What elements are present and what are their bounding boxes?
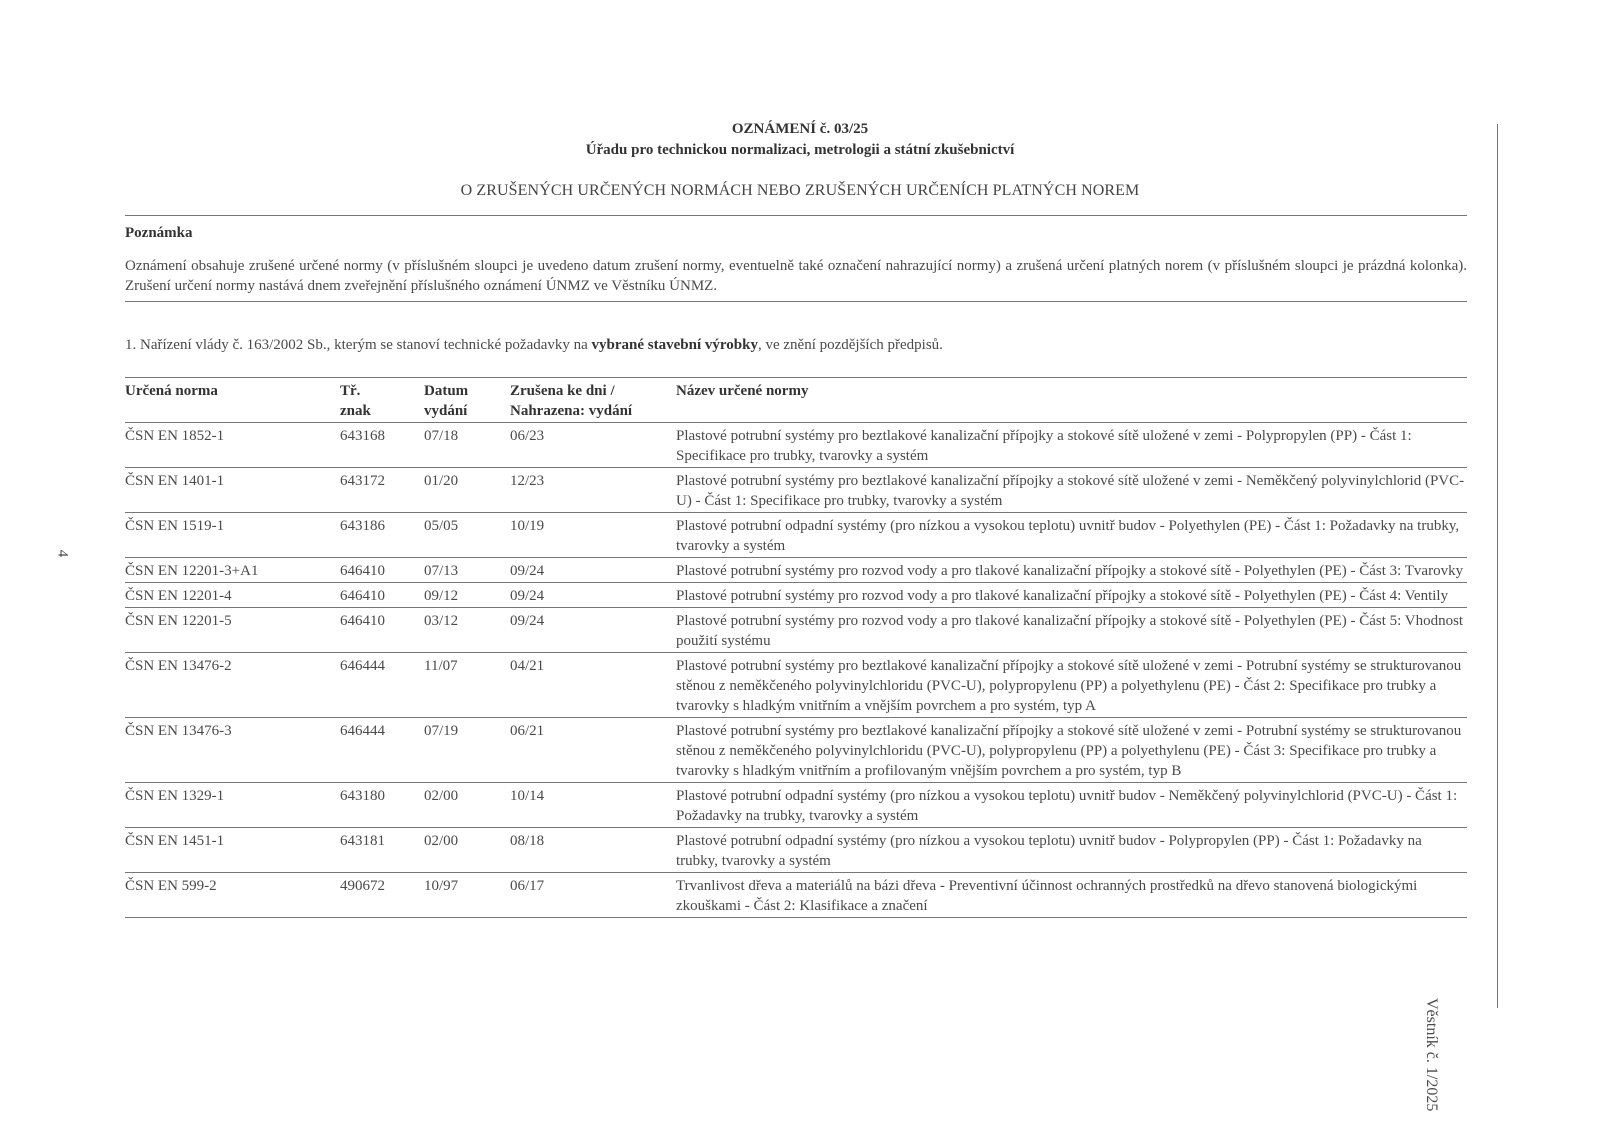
cell-nazev: Plastové potrubní systémy pro rozvod vody a pro tlakové kanalizační přípojky a stokové sítě - Polyethylen (PE) - Část 3: Tvarovky xyxy=(676,558,1467,583)
cell-norma: ČSN EN 13476-2 xyxy=(125,653,340,718)
cell-norma: ČSN EN 12201-3+A1 xyxy=(125,558,340,583)
table-row xyxy=(125,583,1467,608)
header-znak xyxy=(340,378,424,423)
notice-section-heading: O ZRUŠENÝCH URČENÝCH NORMÁCH NEBO ZRUŠENÝCH URČENÍCH PLATNÝCH NOREM xyxy=(460,182,1140,199)
header-nazev: Název určené normy xyxy=(676,378,1467,423)
cell-zrusena: 12/23 xyxy=(510,468,676,513)
cell-zrusena: 09/24 xyxy=(510,608,676,653)
cell-norma: ČSN EN 12201-4 xyxy=(125,583,340,608)
table-row xyxy=(125,558,1467,583)
cell-nazev: Plastové potrubní systémy pro rozvod vody a pro tlakové kanalizační přípojky a stokové sítě - Polyethylen (PE) - Část 5: Vhodnost použití systému xyxy=(676,608,1467,653)
cell-zrusena: 04/21 xyxy=(510,653,676,718)
cell-zrusena: 10/14 xyxy=(510,783,676,828)
journal-label: Věstník č. 1/2025 xyxy=(1423,998,1440,1112)
cell-nazev: Plastové potrubní systémy pro beztlakové kanalizační přípojky a stokové sítě uložené v zemi - Potrubní systémy se strukturovanou stěnou z neměkčeného polyvinylchloridu (PVC-U), polypropylenu (PP) a polyethylenu (PE) - Část 3: Specifikace pro trubky a tvarovky s hladkým vnitřním a profilovaným vnějším povrchem a pro systém, typ B xyxy=(676,718,1467,783)
header-znak-line2: znak xyxy=(340,403,371,419)
cell-znak: 646410 xyxy=(340,558,424,583)
cell-datum: 10/97 xyxy=(424,873,510,918)
header-norma: Určená norma xyxy=(125,378,340,423)
cell-norma: ČSN EN 1401-1 xyxy=(125,468,340,513)
cell-znak: 643181 xyxy=(340,828,424,873)
cell-zrusena: 10/19 xyxy=(510,513,676,558)
cell-norma: ČSN EN 1451-1 xyxy=(125,828,340,873)
cell-zrusena: 06/21 xyxy=(510,718,676,783)
header-zrusena-line2: Nahrazena: vydání xyxy=(510,403,633,419)
note-text: Oznámení obsahuje zrušené určené normy (v příslušném sloupci je uvedeno datum zrušení normy, eventuelně také označení nahrazující normy) a zrušená určení platných norem (v příslušném sloupci je prázdná kolonka). Zrušení určení normy nastává dnem zveřejnění příslušného oznámení ÚNMZ ve Věstníku ÚNMZ. xyxy=(125,258,1467,294)
cell-zrusena: 08/18 xyxy=(510,828,676,873)
cell-nazev: Plastové potrubní odpadní systémy (pro nízkou a vysokou teplotu) uvnitř budov - Polypropylen (PP) - Část 1: Požadavky na trubky, tvarovky a systém xyxy=(676,828,1467,873)
cell-znak: 646410 xyxy=(340,608,424,653)
cell-nazev: Plastové potrubní systémy pro rozvod vody a pro tlakové kanalizační přípojky a stokové sítě - Polyethylen (PE) - Část 4: Ventily xyxy=(676,583,1467,608)
notice-subtitle: Úřadu pro technickou normalizaci, metrologii a státní zkušebnictví xyxy=(585,142,1015,158)
cell-norma: ČSN EN 12201-5 xyxy=(125,608,340,653)
header-datum-line2: vydání xyxy=(424,403,468,419)
cell-norma: ČSN EN 13476-3 xyxy=(125,718,340,783)
note-label: Poznámka xyxy=(125,225,193,241)
cell-datum: 09/12 xyxy=(424,583,510,608)
table-row xyxy=(125,718,1467,783)
header-znak-line1: Tř. xyxy=(340,383,361,399)
table-row xyxy=(125,653,1467,718)
cell-datum: 01/20 xyxy=(424,468,510,513)
cell-datum: 11/07 xyxy=(424,653,510,718)
table-row xyxy=(125,468,1467,513)
cell-norma: ČSN EN 1329-1 xyxy=(125,783,340,828)
cell-znak: 646444 xyxy=(340,718,424,783)
cell-nazev: Plastové potrubní odpadní systémy (pro nízkou a vysokou teplotu) uvnitř budov - Neměkčený polyvinylchlorid (PVC-U) - Část 1: Požadavky na trubky, tvarovky a systém xyxy=(676,783,1467,828)
header-zrusena xyxy=(510,378,676,423)
page-number: 4 xyxy=(54,549,71,558)
cell-datum: 02/00 xyxy=(424,783,510,828)
cell-norma: ČSN EN 1852-1 xyxy=(125,423,340,468)
cell-datum: 05/05 xyxy=(424,513,510,558)
cell-znak: 646410 xyxy=(340,583,424,608)
divider-note xyxy=(125,301,1467,302)
table-row xyxy=(125,783,1467,828)
cell-nazev: Plastové potrubní systémy pro beztlakové kanalizační přípojky a stokové sítě uložené v zemi - Neměkčený polyvinylchlorid (PVC-U) - Část 1: Specifikace pro trubky, tvarovky a systém xyxy=(676,468,1467,513)
regulation-suffix: , ve znění pozdějších předpisů. xyxy=(757,337,943,353)
regulation-prefix: 1. Nařízení vlády č. 163/2002 Sb., kterým se stanoví technické požadavky na xyxy=(125,337,592,353)
cell-nazev: Trvanlivost dřeva a materiálů na bázi dřeva - Preventivní účinnost ochranných prostředků na dřevo stanovená biologickými zkouškami - Část 2: Klasifikace a značení xyxy=(676,873,1467,918)
cell-norma: ČSN EN 599-2 xyxy=(125,873,340,918)
cell-datum: 07/13 xyxy=(424,558,510,583)
cell-zrusena: 06/23 xyxy=(510,423,676,468)
regulation-item xyxy=(125,337,943,354)
side-divider xyxy=(1497,124,1498,1008)
header-datum-line1: Datum xyxy=(424,383,469,399)
divider-top xyxy=(125,215,1467,216)
table-header-row xyxy=(125,378,1467,423)
cell-znak: 646444 xyxy=(340,653,424,718)
cell-norma: ČSN EN 1519-1 xyxy=(125,513,340,558)
cell-zrusena: 06/17 xyxy=(510,873,676,918)
cell-znak: 490672 xyxy=(340,873,424,918)
cell-nazev: Plastové potrubní odpadní systémy (pro nízkou a vysokou teplotu) uvnitř budov - Polyethylen (PE) - Část 1: Požadavky na trubky, tvarovky a systém xyxy=(676,513,1467,558)
cell-datum: 03/12 xyxy=(424,608,510,653)
header-zrusena-line1: Zrušena ke dni / xyxy=(510,383,615,399)
cell-znak: 643172 xyxy=(340,468,424,513)
cell-datum: 07/18 xyxy=(424,423,510,468)
cell-znak: 643180 xyxy=(340,783,424,828)
header-datum xyxy=(424,378,510,423)
cell-znak: 643186 xyxy=(340,513,424,558)
cell-datum: 02/00 xyxy=(424,828,510,873)
regulation-bold: vybrané stavební výrobky xyxy=(591,337,758,353)
cell-zrusena: 09/24 xyxy=(510,583,676,608)
table-row xyxy=(125,423,1467,468)
cell-nazev: Plastové potrubní systémy pro beztlakové kanalizační přípojky a stokové sítě uložené v zemi - Polypropylen (PP) - Část 1: Specifikace pro trubky, tvarovky a systém xyxy=(676,423,1467,468)
norms-table xyxy=(125,377,1467,918)
table-row xyxy=(125,608,1467,653)
table-row xyxy=(125,513,1467,558)
cell-znak: 643168 xyxy=(340,423,424,468)
cell-nazev: Plastové potrubní systémy pro beztlakové kanalizační přípojky a stokové sítě uložené v zemi - Potrubní systémy se strukturovanou stěnou z neměkčeného polyvinylchloridu (PVC-U), polypropylenu (PP) a polyethylenu (PE) - Část 2: Specifikace pro trubky a tvarovky s hladkým vnitřním a vnějším povrchem a pro systém, typ A xyxy=(676,653,1467,718)
table-row xyxy=(125,873,1467,918)
table-row xyxy=(125,828,1467,873)
table-body xyxy=(125,423,1467,918)
notice-title: OZNÁMENÍ č. 03/25 xyxy=(731,121,869,137)
cell-zrusena: 09/24 xyxy=(510,558,676,583)
cell-datum: 07/19 xyxy=(424,718,510,783)
